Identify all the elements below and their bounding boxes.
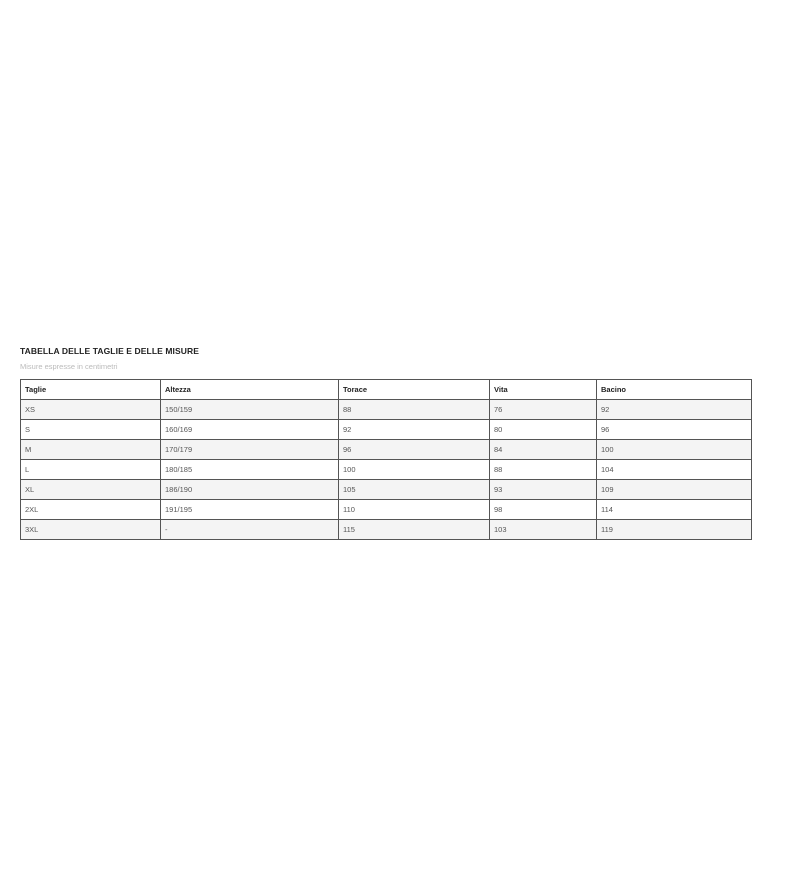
cell-altezza: 170/179 xyxy=(161,440,339,460)
column-header-altezza: Altezza xyxy=(161,380,339,400)
cell-taglia: XS xyxy=(21,400,161,420)
table-row xyxy=(21,400,752,420)
cell-taglia: 3XL xyxy=(21,520,161,540)
cell-taglia: XL xyxy=(21,480,161,500)
cell-torace: 100 xyxy=(339,460,490,480)
cell-vita: 76 xyxy=(490,400,597,420)
cell-vita: 93 xyxy=(490,480,597,500)
cell-torace: 96 xyxy=(339,440,490,460)
cell-torace: 115 xyxy=(339,520,490,540)
cell-altezza: 186/190 xyxy=(161,480,339,500)
size-table xyxy=(20,379,752,540)
cell-altezza: 180/185 xyxy=(161,460,339,480)
cell-bacino: 104 xyxy=(597,460,752,480)
cell-taglia: L xyxy=(21,460,161,480)
cell-taglia: S xyxy=(21,420,161,440)
cell-vita: 88 xyxy=(490,460,597,480)
cell-bacino: 109 xyxy=(597,480,752,500)
cell-taglia: M xyxy=(21,440,161,460)
cell-bacino: 114 xyxy=(597,500,752,520)
cell-torace: 88 xyxy=(339,400,490,420)
cell-vita: 103 xyxy=(490,520,597,540)
table-row xyxy=(21,440,752,460)
size-chart-section xyxy=(20,345,751,540)
table-header-row xyxy=(21,380,752,400)
cell-bacino: 119 xyxy=(597,520,752,540)
cell-vita: 80 xyxy=(490,420,597,440)
size-chart-subtitle: Misure espresse in centimetri xyxy=(20,362,118,371)
cell-torace: 105 xyxy=(339,480,490,500)
cell-altezza: 160/169 xyxy=(161,420,339,440)
table-row xyxy=(21,520,752,540)
cell-bacino: 96 xyxy=(597,420,752,440)
size-chart-title: TABELLA DELLE TAGLIE E DELLE MISURE xyxy=(20,346,200,356)
table-row xyxy=(21,420,752,440)
cell-torace: 110 xyxy=(339,500,490,520)
table-row xyxy=(21,480,752,500)
table-row xyxy=(21,500,752,520)
cell-vita: 98 xyxy=(490,500,597,520)
cell-taglia: 2XL xyxy=(21,500,161,520)
column-header-torace: Torace xyxy=(339,380,490,400)
cell-bacino: 92 xyxy=(597,400,752,420)
column-header-taglie: Taglie xyxy=(21,380,161,400)
cell-altezza: 150/159 xyxy=(161,400,339,420)
cell-vita: 84 xyxy=(490,440,597,460)
cell-altezza: - xyxy=(161,520,339,540)
cell-bacino: 100 xyxy=(597,440,752,460)
table-row xyxy=(21,460,752,480)
cell-torace: 92 xyxy=(339,420,490,440)
column-header-vita: Vita xyxy=(490,380,597,400)
column-header-bacino: Bacino xyxy=(597,380,752,400)
cell-altezza: 191/195 xyxy=(161,500,339,520)
